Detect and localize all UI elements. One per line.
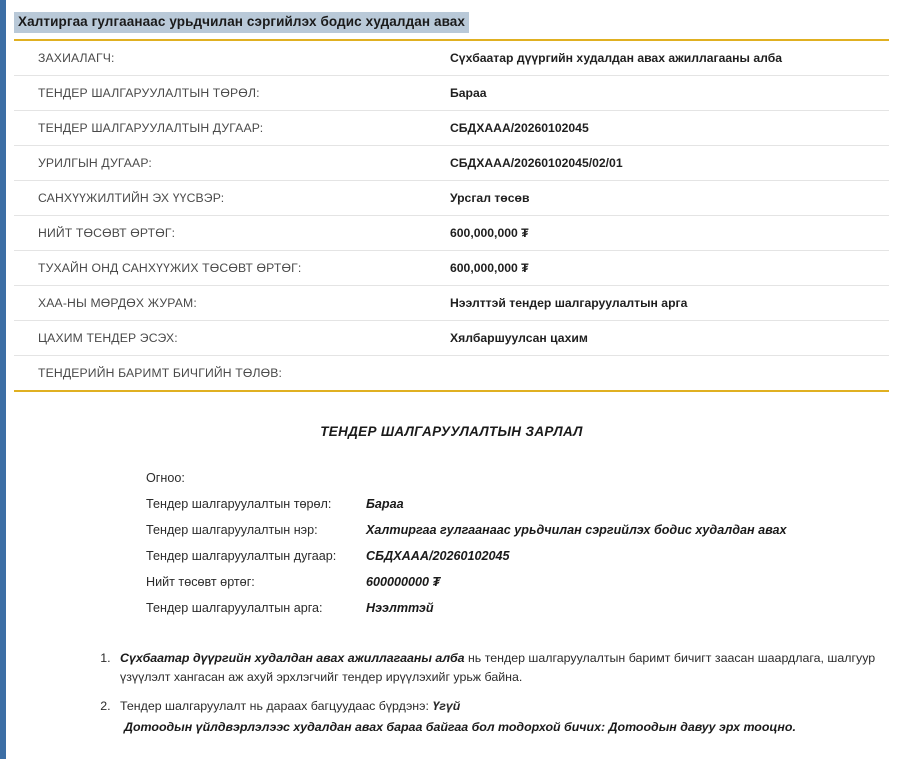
info-label: ТЕНДЕРИЙН БАРИМТ БИЧГИЙН ТӨЛӨВ:: [38, 366, 283, 380]
document-content: [6, 0, 897, 759]
table-row: [14, 321, 889, 356]
list-item: [114, 649, 897, 687]
list-item: [146, 543, 787, 569]
page-title: Халтиргаа гулгаанаас урьдчилан сэргийлэх бодис худалдан авах: [14, 12, 469, 33]
list-item: [114, 697, 897, 737]
announcement-body: [146, 465, 787, 621]
announce-label: Нийт төсөвт өртөг:: [146, 575, 255, 589]
info-label: УРИЛГЫН ДУГААР:: [14, 146, 432, 181]
info-label: НИЙТ ТӨСӨВТ ӨРТӨГ:: [14, 216, 432, 251]
note-body-text: нь тендер шалгаруулалтын баримт бичигт заасан шаардлага, шалгуур үзүүлэлт хангасан аж ахуй эрхлэгчийг тендер ирүүлэхийг урьж байна.: [120, 651, 876, 684]
info-label: ТУХАЙН ОНД САНХҮҮЖИХ ТӨСӨВТ ӨРТӨГ:: [14, 251, 432, 286]
list-item: [146, 465, 787, 491]
announce-label: Тендер шалгаруулалтын арга:: [146, 601, 323, 615]
note-organizer-name: Сүхбаатар дүүргийн худалдан авах ажиллагааны алба: [120, 651, 465, 665]
list-item: [146, 595, 787, 621]
info-value: 600,000,000 ₮: [432, 216, 889, 251]
note-packages-answer: Үгүй: [432, 699, 461, 713]
info-value: СБДХААА/20260102045/02/01: [432, 146, 889, 181]
info-label: ЗАХИАЛАГЧ:: [14, 41, 432, 76]
list-item: [146, 491, 787, 517]
info-label: ТЕНДЕР ШАЛГАРУУЛАЛТЫН ДУГААР:: [14, 111, 432, 146]
notes-list: [6, 649, 897, 737]
info-value: Нээлттэй тендер шалгаруулалтын арга: [432, 286, 889, 321]
note-packages-text: Тендер шалгаруулалт нь дараах багцуудаас бүрдэнэ:: [120, 699, 429, 713]
table-row: [14, 216, 889, 251]
announce-label: Тендер шалгаруулалтын дугаар:: [146, 549, 337, 563]
table-row: [14, 76, 889, 111]
tender-info-body: [14, 41, 889, 390]
announce-label: Огноо:: [146, 471, 185, 485]
table-row: [14, 251, 889, 286]
announce-label: Тендер шалгаруулалтын нэр:: [146, 523, 318, 537]
table-row: [14, 111, 889, 146]
announcement-table: [146, 465, 787, 621]
table-row: [14, 181, 889, 216]
announcement-heading: ТЕНДЕР ШАЛГАРУУЛАЛТЫН ЗАРЛАЛ: [320, 424, 583, 439]
note-domestic-preference: Дотоодын үйлдвэрлэлээс худалдан авах бараа байгаа бол тодорхой бичих: Дотоодын давуу эрх тооцно.: [124, 720, 796, 734]
announce-value: СБДХААА/20260102045: [366, 549, 510, 563]
announce-value: Нээлттэй: [366, 601, 434, 615]
table-row: [14, 146, 889, 181]
announce-value: Халтиргаа гулгаанаас урьдчилан сэргийлэх бодис худалдан авах: [366, 523, 787, 537]
info-label: ТЕНДЕР ШАЛГАРУУЛАЛТЫН ТӨРӨЛ:: [14, 76, 432, 111]
info-value: Сүхбаатар дүүргийн худалдан авах ажиллагааны алба: [432, 41, 889, 76]
table-row: [14, 356, 889, 391]
info-label: САНХҮҮЖИЛТИЙН ЭХ ҮҮСВЭР:: [14, 181, 432, 216]
info-label: ЦАХИМ ТЕНДЕР ЭСЭХ:: [14, 321, 432, 356]
announce-value: 600000000 ₮: [366, 575, 441, 589]
info-value: СБДХААА/20260102045: [432, 111, 889, 146]
table-row: [14, 286, 889, 321]
info-value: Бараа: [432, 76, 889, 111]
info-label: ХАА-НЫ МӨРДӨХ ЖУРАМ:: [14, 286, 432, 321]
table-row: [14, 41, 889, 76]
list-item: [146, 517, 787, 543]
announce-value: [366, 465, 787, 491]
tender-info-table: [14, 41, 889, 390]
list-item: [146, 569, 787, 595]
info-value: 600,000,000 ₮: [432, 251, 889, 286]
announce-label: Тендер шалгаруулалтын төрөл:: [146, 497, 332, 511]
announce-value: Бараа: [366, 497, 404, 511]
info-value: Хялбаршуулсан цахим: [432, 321, 889, 356]
info-value: Урсгал төсөв: [432, 181, 889, 216]
info-value: [432, 356, 889, 391]
bottom-gold-divider: [14, 390, 889, 392]
